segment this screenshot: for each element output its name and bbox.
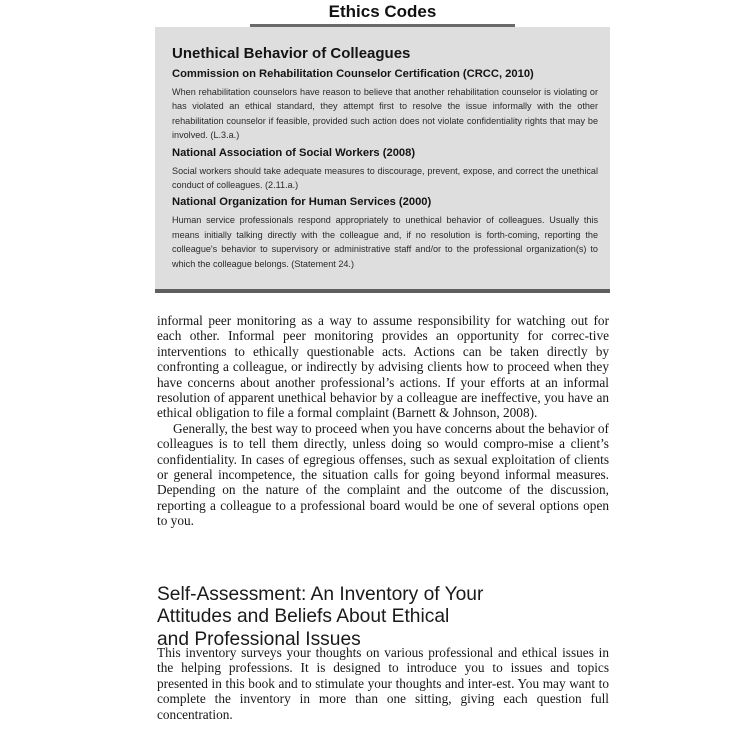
crcc-text: When rehabilitation counselors have reason to believe that another rehabilitation counselor is violating or has violated an ethical standard, they attempt first to resolve the issue informally with the other rehabilitation counselor if feasible, provided such action does not violate confidentiality rights that may be involved. (L.3.a.) — [172, 87, 598, 141]
nohs-heading: National Organization for Human Services (2000) — [172, 196, 432, 209]
body-text — [157, 313, 609, 529]
paragraph-peer-monitoring: informal peer monitoring as a way to assume responsibility for watching out for each other. Informal peer monitoring provides an opportunity for correc-tive interventions to ethically questionable acts. Actions can be taken directly by confronting a colleague, or indirectly by advising clients how to proceed when they have concerns about another professional’s actions. If your efforts at an informal resolution of apparent unethical behavior by a colleague are ineffective, you have an ethical obligation to file a formal complaint (Barnett & Johnson, 2008). — [157, 313, 609, 421]
section-body — [157, 645, 609, 722]
section-heading-line: and Professional Issues — [157, 628, 361, 650]
nasw-text: Social workers should take adequate measures to discourage, prevent, expose, and correct the unethical conduct of colleagues. (2.11.a.) — [172, 165, 598, 191]
ethics-codes-content — [172, 44, 598, 274]
paragraph-proceeding: Generally, the best way to proceed when you have concerns about the behavior of colleagues is to tell them directly, unless doing so would compro-mise a client’s confidentiality. In cases of egregious offenses, such as sexual exploitation of clients or general incompetence, the situation calls for going beyond informal measures. Depending on the nature of the complaint and the outcome of the discussion, reporting a colleague to a professional board would be one of several options open to you. — [157, 420, 609, 529]
paragraph-inventory-intro: This inventory surveys your thoughts on various professional and ethical issues in the helping professions. It is designed to introduce you to issues and topics presented in this book and to stimulate your thoughts and inter-est. You may want to complete the inventory in more than one sitting, giving each question full concentration. — [157, 645, 609, 722]
ethics-codes-header: Ethics Codes — [328, 2, 437, 21]
nohs-text: Human service professionals respond appropriately to unethical behavior of colleagues. Usually this means initially talking directly with the colleague and, if no resolution is forth-coming, reporting the colleague's behavior to supervisory or administrative staff and/or to the professional organization(s) to which the colleague belongs. (Statement 24.) — [172, 215, 598, 269]
section-heading-line: Attitudes and Beliefs About Ethical — [157, 606, 450, 628]
section-heading-line: Self-Assessment: An Inventory of Your — [157, 583, 484, 605]
box-title: Unethical Behavior of Colleagues — [172, 45, 411, 62]
nasw-heading: National Association of Social Workers (2008) — [172, 146, 416, 159]
section-heading — [157, 584, 617, 652]
ethics-codes-box — [155, 27, 610, 293]
crcc-heading: Commission on Rehabilitation Counselor Certification (CRCC, 2010) — [172, 68, 534, 80]
